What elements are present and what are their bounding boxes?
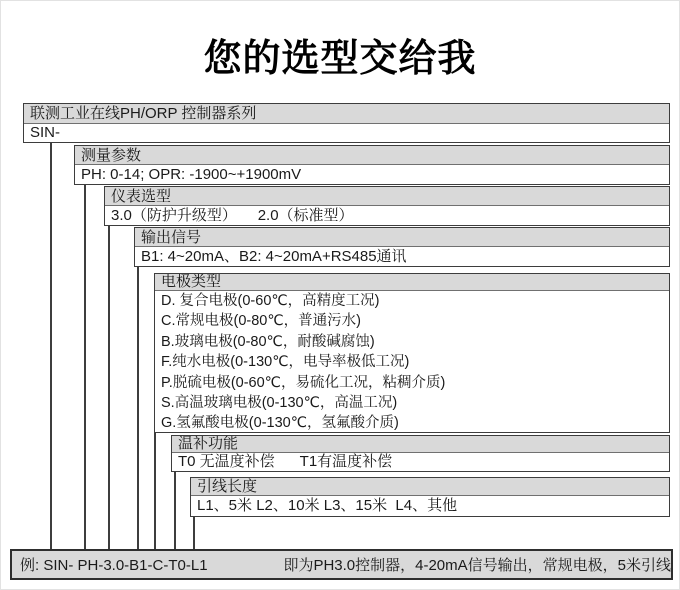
instrument-type-row: 3.0（防护升级型） 2.0（标准型）	[111, 207, 354, 224]
connector-line-electrode	[154, 433, 156, 549]
lead-length-row: L1、5米 L2、10米 L3、15米 L4、其他	[197, 497, 458, 514]
connector-line-series	[50, 143, 52, 549]
connector-line-leadlength	[193, 517, 195, 549]
example-model-code: 例: SIN- PH-3.0-B1-C-T0-L1	[20, 557, 208, 574]
example-description: 即为PH3.0控制器，4-20mA信号输出，常规电极，5米引线	[283, 557, 671, 574]
instrument-type-header: 仪表选型	[105, 187, 669, 206]
series-code-row: SIN-	[30, 124, 60, 141]
electrode-option-s: S.高温玻璃电极(0-130℃，高温工况)	[161, 394, 398, 411]
output-signal-header: 输出信号	[135, 228, 669, 247]
output-signal-row: B1: 4~20mA、B2: 4~20mA+RS485通讯	[141, 248, 407, 265]
series-box	[23, 103, 670, 143]
electrode-type-header: 电极类型	[155, 274, 669, 291]
instrument-type-box	[104, 186, 670, 226]
electrode-option-g: G.氢氟酸电极(0-130℃，氢氟酸介质)	[161, 415, 399, 432]
output-signal-box	[134, 227, 670, 267]
electrode-option-f: F.纯水电极(0-130℃，电导率极低工况)	[161, 354, 410, 371]
temp-compensation-header: 温补功能	[172, 436, 669, 453]
electrode-type-box	[154, 273, 670, 433]
connector-line-instrument	[108, 226, 110, 549]
electrode-option-p: P.脱硫电极(0-60℃，易硫化工况，粘稠介质)	[161, 374, 446, 391]
example-bar	[10, 549, 673, 580]
measure-params-box	[74, 145, 670, 185]
measure-params-header: 测量参数	[75, 146, 669, 165]
connector-line-measure	[84, 185, 86, 549]
connector-line-tempcomp	[174, 472, 176, 549]
series-header: 联测工业在线PH/ORP 控制器系列	[24, 104, 669, 124]
lead-length-header: 引线长度	[191, 478, 669, 496]
connector-line-output	[137, 267, 139, 549]
temp-compensation-row: T0 无温度补偿 T1有温度补偿	[178, 453, 393, 470]
page-title: 您的选型交给我	[203, 38, 477, 80]
lead-length-box	[190, 477, 670, 517]
electrode-option-d: D. 复合电极(0-60℃，高精度工况)	[161, 293, 380, 309]
temp-compensation-box	[171, 435, 670, 472]
measure-params-row: PH: 0-14; OPR: -1900~+1900mV	[81, 166, 302, 183]
electrode-option-c: C.常规电极(0-80℃，普通污水)	[161, 313, 361, 330]
electrode-option-b: B.玻璃电极(0-80℃，耐酸碱腐蚀)	[161, 333, 375, 350]
